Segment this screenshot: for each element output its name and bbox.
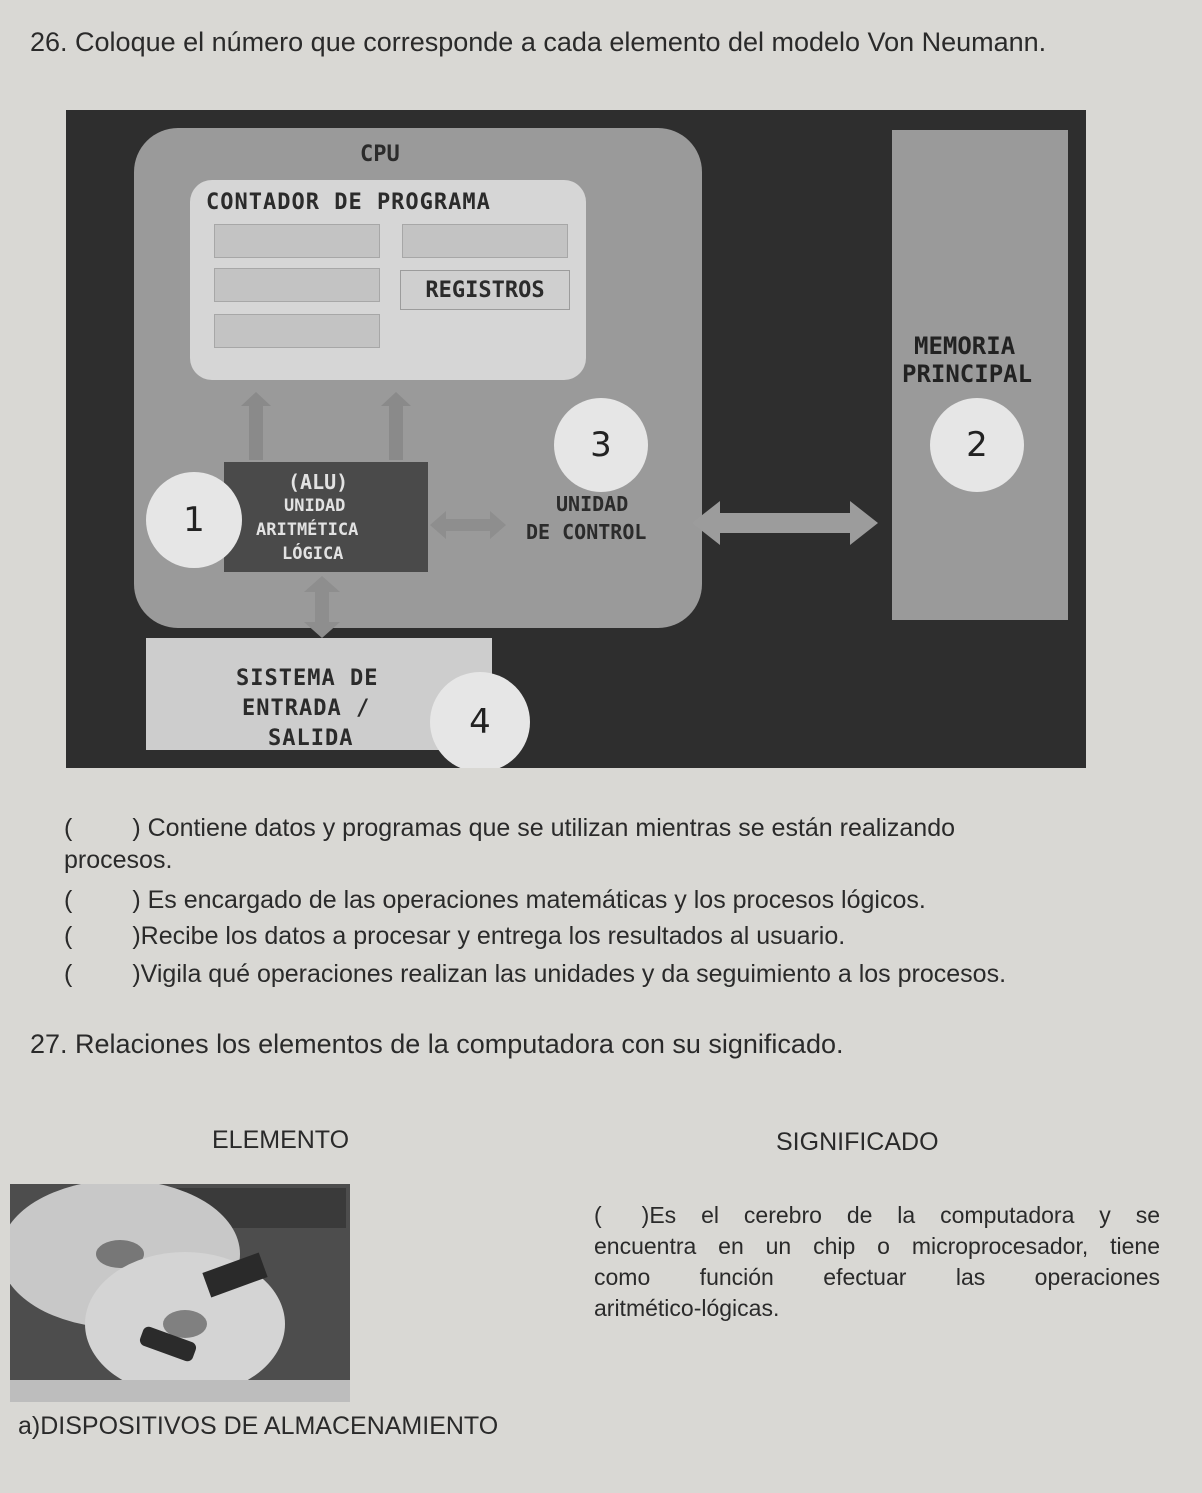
meaning-blank-open[interactable]: (: [594, 1202, 602, 1228]
meaning-1: [594, 1200, 1160, 1324]
register-slot: [214, 314, 380, 348]
meaning-blank-close: ): [641, 1202, 650, 1228]
program-counter-label: CONTADOR DE PROGRAMA: [206, 190, 491, 215]
meaning-text: Es el cerebro de la computadora y se: [649, 1202, 1160, 1228]
register-slot: [214, 224, 380, 258]
answer-blank-open[interactable]: (: [64, 922, 73, 950]
answer-text: Contiene datos y programas que se utilizan mientras se están realizando: [147, 814, 956, 842]
meaning-1-line: como función efectuar las operaciones: [594, 1264, 1160, 1290]
meaning-1-line: [594, 1200, 1160, 1231]
io-label: ENTRADA /: [242, 696, 371, 721]
answer-blank-close: ): [132, 922, 141, 950]
number-circle-1: 1: [146, 472, 242, 568]
element-a-label: a)DISPOSITIVOS DE ALMACENAMIENTO: [18, 1412, 499, 1440]
cpu-label: CPU: [360, 142, 400, 167]
alu-io-arrow: [292, 574, 352, 640]
registers-label: REGISTROS: [400, 270, 570, 310]
answer-blank-open[interactable]: (: [64, 886, 73, 914]
column-header-element: ELEMENTO: [212, 1126, 350, 1154]
alu-control-arrow: [428, 508, 508, 542]
register-slot: [214, 268, 380, 302]
control-unit-label: UNIDAD: [556, 492, 629, 516]
memory-label: MEMORIA: [914, 332, 1016, 360]
question-27-title: 27. Relaciones los elementos de la computadora con su significado.: [30, 1029, 844, 1059]
number-circle-4: 4: [430, 672, 530, 768]
alu-label: LÓGICA: [282, 544, 344, 564]
answer-text: Recibe los datos a procesar y entrega los resultados al usuario.: [140, 922, 846, 950]
answer-text: Es encargado de las operaciones matemáticas y los procesos lógicos.: [147, 886, 926, 914]
answer-line-4: [64, 958, 1006, 990]
storage-devices-image: [10, 1184, 350, 1402]
register-alu-arrows: [216, 382, 416, 462]
question-26-title: 26. Coloque el número que corresponde a cada elemento del modelo Von Neumann.: [30, 27, 1047, 57]
answer-blank-close: ): [132, 960, 141, 988]
control-memory-arrow: [690, 498, 880, 548]
io-label: SISTEMA DE: [236, 666, 379, 691]
alu-label: UNIDAD: [284, 496, 346, 516]
alu-label: (ALU): [288, 470, 349, 494]
answer-line-1: [64, 812, 955, 844]
answer-blank-open[interactable]: (: [64, 960, 73, 988]
answer-line-3: [64, 920, 845, 952]
answer-blank-close: ): [132, 886, 141, 914]
answer-blank-open[interactable]: (: [64, 814, 73, 842]
register-slot: [402, 224, 568, 258]
number-circle-2: 2: [930, 398, 1024, 492]
alu-label: ARITMÉTICA: [256, 520, 359, 540]
memory-label: PRINCIPAL: [902, 360, 1033, 388]
answer-line-2: [64, 884, 926, 916]
control-unit-label: DE CONTROL: [526, 520, 647, 544]
meaning-1-line: encuentra en un chip o microprocesador, tiene: [594, 1233, 1160, 1259]
number-circle-3: 3: [554, 398, 648, 492]
meaning-1-line: aritmético-lógicas.: [594, 1295, 780, 1321]
answer-blank-close: ): [132, 814, 141, 842]
answer-line-1-cont: procesos.: [64, 846, 173, 874]
answer-text: Vigila qué operaciones realizan las unidades y da seguimiento a los procesos.: [140, 960, 1007, 988]
column-header-meaning: SIGNIFICADO: [776, 1128, 939, 1156]
von-neumann-diagram: [66, 110, 1086, 768]
io-label: SALIDA: [268, 726, 354, 751]
